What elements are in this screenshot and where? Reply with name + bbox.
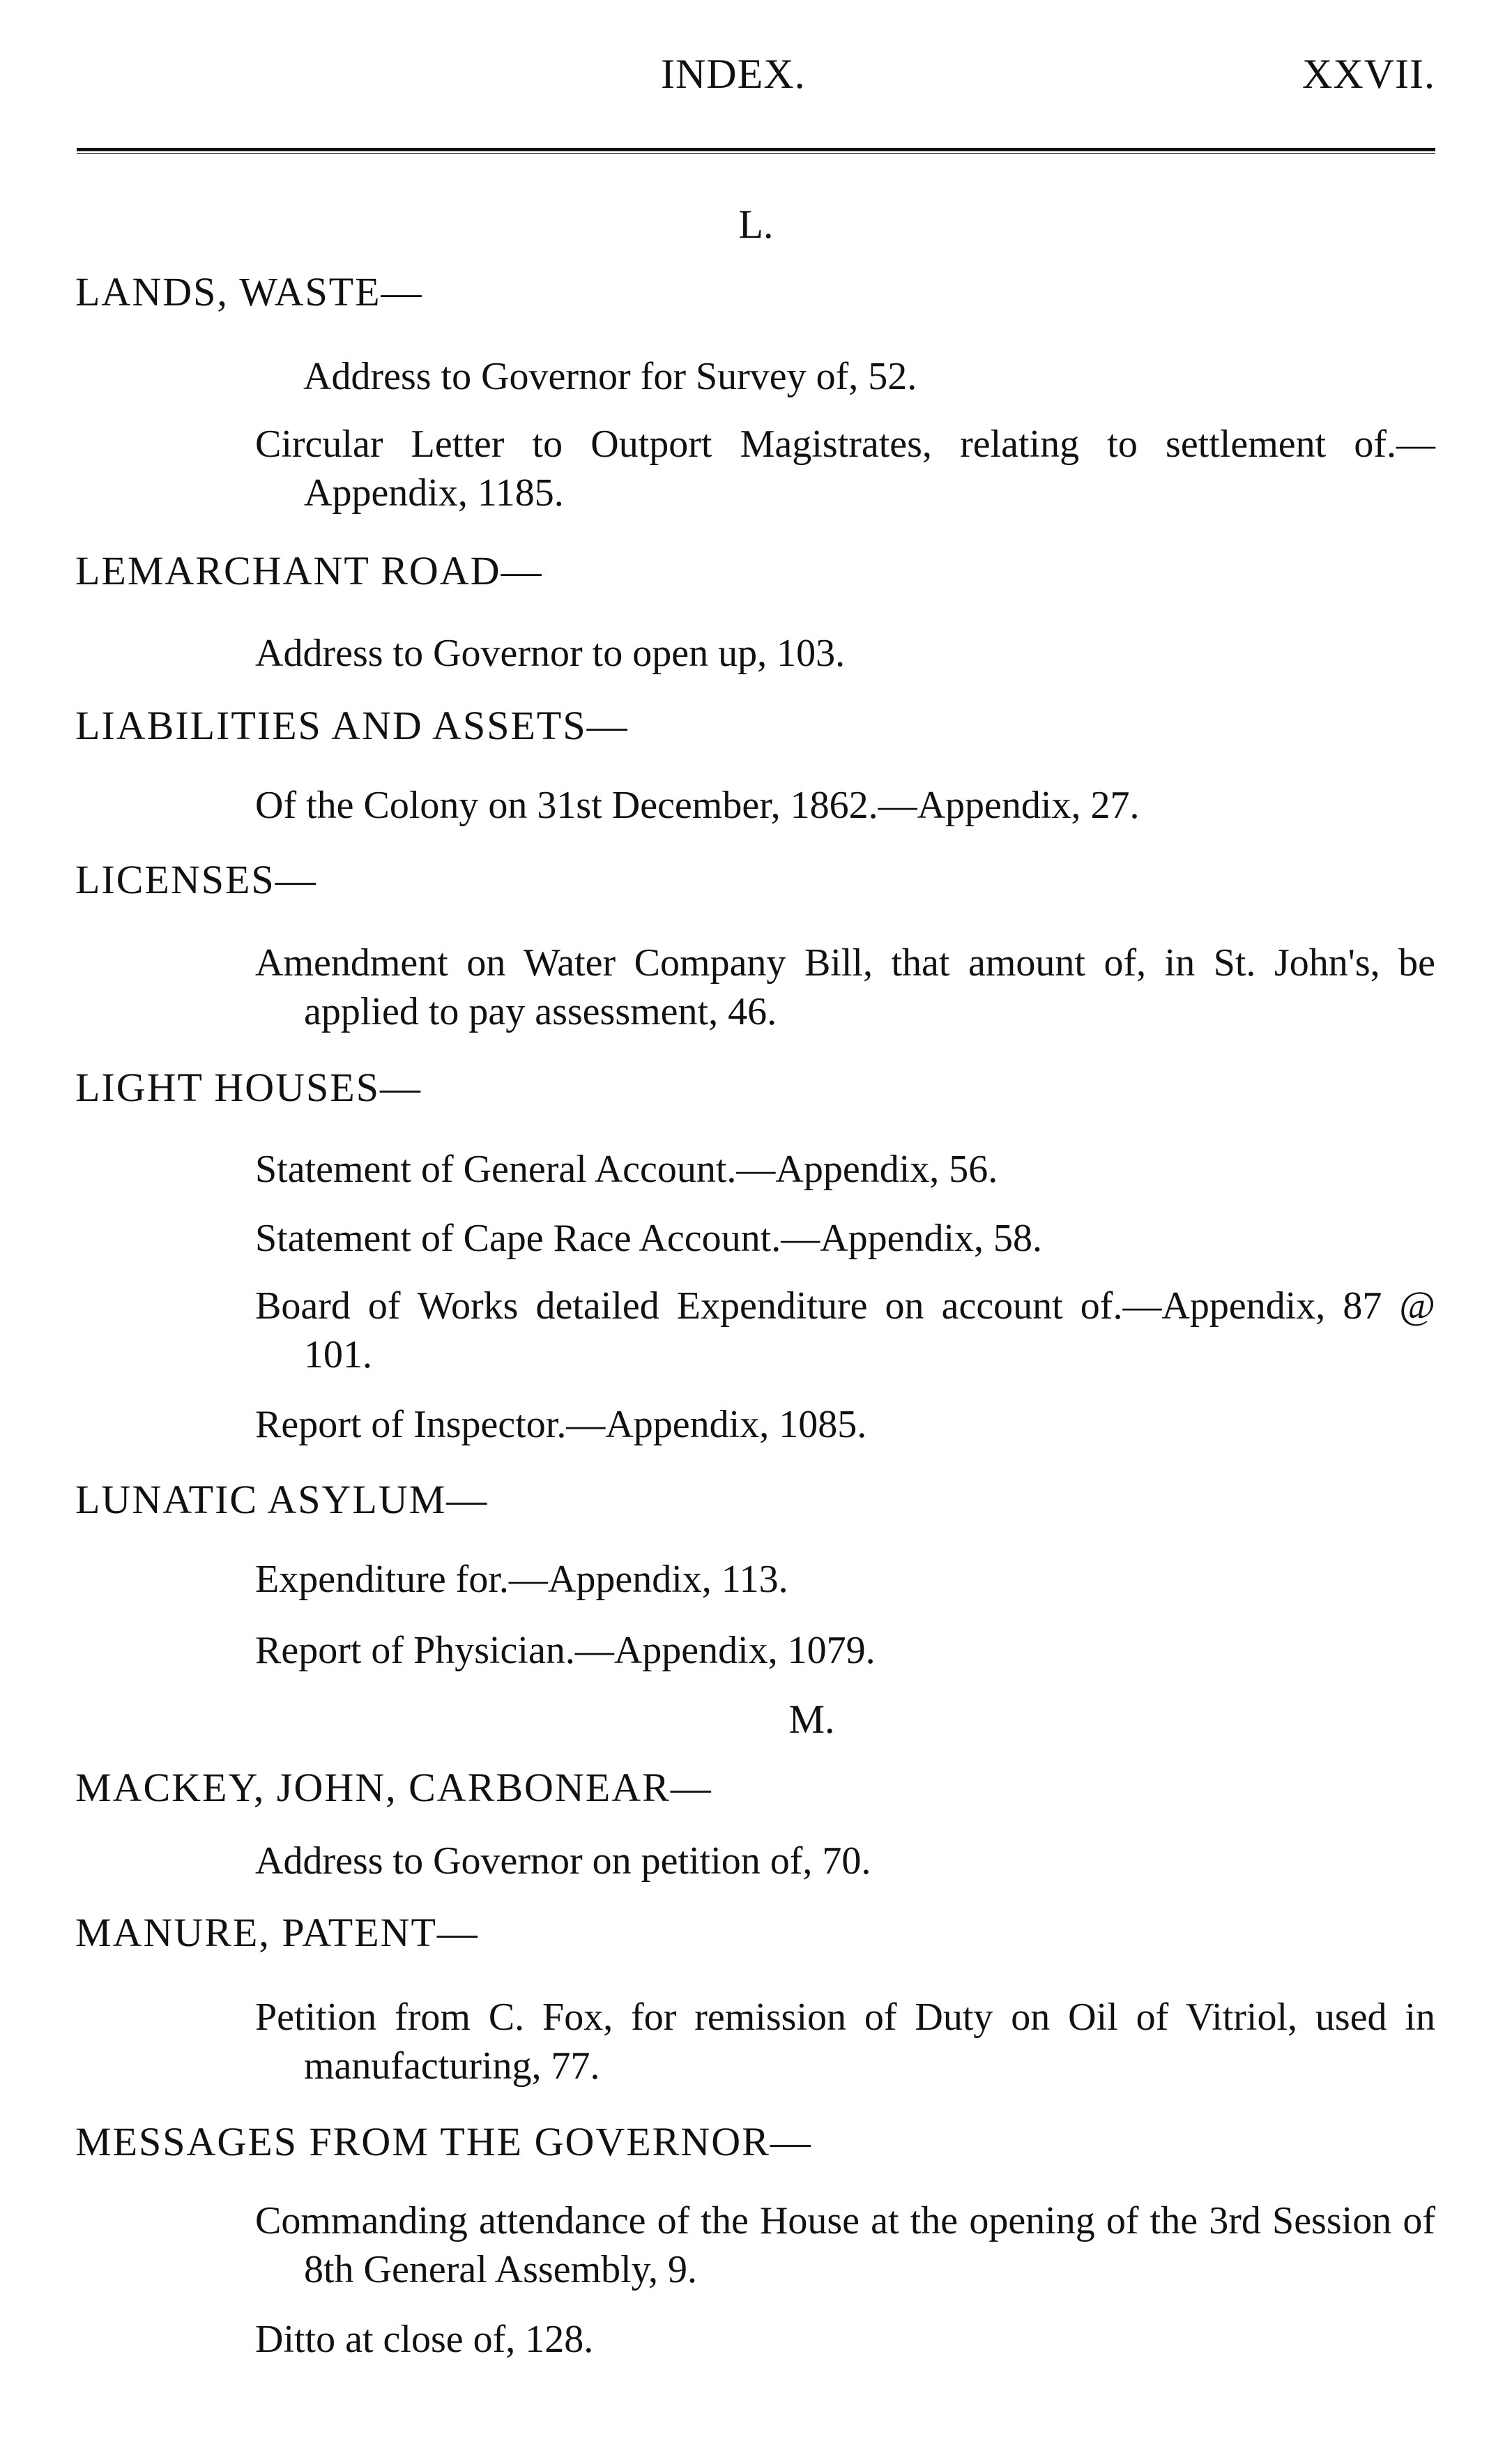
running-head: [77, 50, 1435, 106]
index-item: Expenditure for.—Appendix, 113.: [255, 1558, 788, 1601]
index-heading: LUNATIC ASYLUM—: [75, 1477, 489, 1522]
index-item: Of the Colony on 31st December, 1862.—Appendix, 27.: [255, 784, 1140, 827]
index-item: Statement of Cape Race Account.—Appendix, 58.: [255, 1217, 1043, 1260]
index-item: Address to Governor to open up, 103.: [255, 632, 846, 675]
page-title: INDEX.: [661, 51, 806, 97]
index-item: Report of Physician.—Appendix, 1079.: [255, 1629, 876, 1672]
index-item: Address to Governor for Survey of, 52.: [303, 355, 917, 398]
index-item: Commanding attendance of the House at the opening of the 3rd Session of 8th General Assembly, 9.: [255, 2199, 1435, 2291]
header-rule: [77, 148, 1435, 154]
index-heading: LANDS, WASTE—: [75, 269, 423, 314]
page-number: XXVII.: [1302, 51, 1435, 97]
index-heading: LEMARCHANT ROAD—: [75, 548, 543, 593]
index-item: Board of Works detailed Expenditure on account of.—Appendix, 87 @ 101.: [255, 1284, 1435, 1376]
index-item: Amendment on Water Company Bill, that amount of, in St. John's, be applied to pay assessment, 46.: [255, 941, 1435, 1033]
index-item: Statement of General Account.—Appendix, 56.: [255, 1148, 998, 1191]
index-item: Petition from C. Fox, for remission of Duty on Oil of Vitriol, used in manufacturing, 77.: [255, 1996, 1435, 2088]
index-item: Address to Governor on petition of, 70.: [255, 1839, 871, 1883]
index-heading: MANURE, PATENT—: [75, 1910, 479, 1955]
index-heading: LIABILITIES AND ASSETS—: [75, 703, 629, 748]
index-heading: MESSAGES FROM THE GOVERNOR—: [75, 2119, 812, 2164]
index-heading: MACKEY, JOHN, CARBONEAR—: [75, 1765, 712, 1810]
index-heading: LICENSES—: [75, 857, 317, 902]
index-item: Ditto at close of, 128.: [255, 2318, 594, 2361]
section-letter-l: L.: [738, 202, 774, 247]
section-letter-m: M.: [788, 1696, 835, 1742]
index-item: Circular Letter to Outport Magistrates, relating to settlement of.—Appendix, 1185.: [255, 423, 1435, 515]
index-heading: LIGHT HOUSES—: [75, 1065, 422, 1110]
index-item: Report of Inspector.—Appendix, 1085.: [255, 1403, 867, 1446]
